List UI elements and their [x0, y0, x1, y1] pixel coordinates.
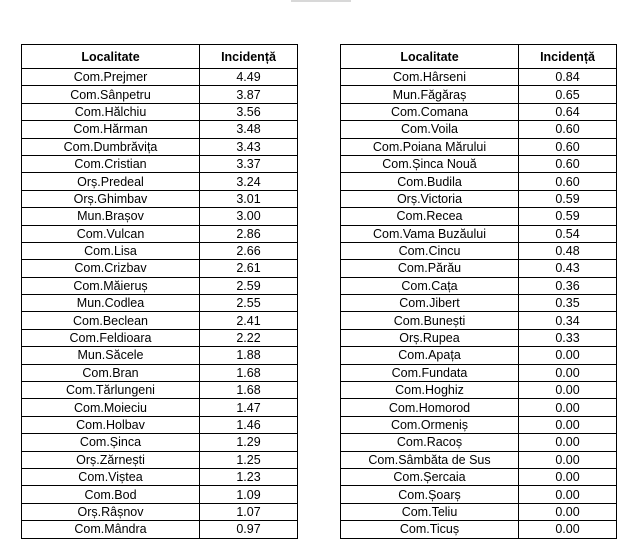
incidence-cell: 2.61 — [200, 260, 298, 277]
locality-cell: Com.Mândra — [22, 521, 200, 538]
incidence-cell: 2.22 — [200, 329, 298, 346]
locality-cell: Com.Cincu — [341, 242, 519, 259]
incidence-cell: 1.47 — [200, 399, 298, 416]
table-row — [22, 486, 298, 503]
locality-cell: Com.Cața — [341, 277, 519, 294]
table-row — [22, 155, 298, 172]
incidence-cell: 3.01 — [200, 190, 298, 207]
incidence-cell: 0.60 — [519, 173, 617, 190]
locality-cell: Com.Fundata — [341, 364, 519, 381]
incidence-cell: 0.00 — [519, 468, 617, 485]
locality-cell: Com.Vulcan — [22, 225, 200, 242]
table-row — [22, 103, 298, 120]
incidence-cell: 0.00 — [519, 521, 617, 538]
table-row — [22, 416, 298, 433]
table-body — [22, 69, 298, 539]
locality-cell: Com.Recea — [341, 208, 519, 225]
locality-cell: Orș.Râșnov — [22, 503, 200, 520]
locality-cell: Com.Șinca — [22, 434, 200, 451]
incidence-cell: 3.87 — [200, 86, 298, 103]
incidence-cell: 0.00 — [519, 399, 617, 416]
locality-cell: Com.Tărlungeni — [22, 382, 200, 399]
locality-cell: Com.Teliu — [341, 503, 519, 520]
column-header-localitate: Localitate — [341, 45, 519, 69]
incidence-cell: 0.65 — [519, 86, 617, 103]
incidence-cell: 2.55 — [200, 295, 298, 312]
incidence-cell: 1.07 — [200, 503, 298, 520]
table-row — [341, 190, 617, 207]
table-row — [341, 242, 617, 259]
table-row — [22, 121, 298, 138]
locality-cell: Com.Jibert — [341, 295, 519, 312]
locality-cell: Com.Bunești — [341, 312, 519, 329]
table-row — [22, 173, 298, 190]
table-row — [22, 260, 298, 277]
table-row — [341, 416, 617, 433]
locality-cell: Com.Sânpetru — [22, 86, 200, 103]
locality-cell: Com.Ormeniș — [341, 416, 519, 433]
locality-cell: Orș.Ghimbav — [22, 190, 200, 207]
incidence-cell: 2.86 — [200, 225, 298, 242]
incidence-table-right — [340, 44, 617, 539]
locality-cell: Com.Măieruș — [22, 277, 200, 294]
locality-cell: Com.Părău — [341, 260, 519, 277]
incidence-cell: 3.56 — [200, 103, 298, 120]
table-row — [22, 329, 298, 346]
locality-cell: Com.Cristian — [22, 155, 200, 172]
locality-cell: Com.Poiana Mărului — [341, 138, 519, 155]
locality-cell: Com.Viștea — [22, 468, 200, 485]
incidence-cell: 3.37 — [200, 155, 298, 172]
table-header-row — [341, 45, 617, 69]
table-row — [22, 225, 298, 242]
table-row — [341, 399, 617, 416]
incidence-cell: 0.00 — [519, 364, 617, 381]
incidence-cell: 0.97 — [200, 521, 298, 538]
locality-cell: Com.Șercaia — [341, 468, 519, 485]
locality-cell: Orș.Victoria — [341, 190, 519, 207]
locality-cell: Com.Ticuș — [341, 521, 519, 538]
table-row — [341, 382, 617, 399]
page-top-edge — [291, 0, 351, 2]
incidence-cell: 0.00 — [519, 486, 617, 503]
incidence-cell: 1.23 — [200, 468, 298, 485]
column-header-incidenta: Incidență — [200, 45, 298, 69]
locality-cell: Orș.Rupea — [341, 329, 519, 346]
table-row — [341, 173, 617, 190]
incidence-cell: 2.59 — [200, 277, 298, 294]
locality-cell: Com.Racoș — [341, 434, 519, 451]
incidence-cell: 1.46 — [200, 416, 298, 433]
incidence-cell: 3.43 — [200, 138, 298, 155]
locality-cell: Com.Crizbav — [22, 260, 200, 277]
incidence-cell: 0.59 — [519, 190, 617, 207]
locality-cell: Mun.Făgăraș — [341, 86, 519, 103]
table-row — [341, 225, 617, 242]
table-row — [22, 295, 298, 312]
incidence-cell: 0.59 — [519, 208, 617, 225]
locality-cell: Orș.Predeal — [22, 173, 200, 190]
table-row — [341, 121, 617, 138]
table-row — [341, 312, 617, 329]
table-row — [22, 242, 298, 259]
locality-cell: Com.Moieciu — [22, 399, 200, 416]
locality-cell: Com.Comana — [341, 103, 519, 120]
table-row — [22, 468, 298, 485]
table-row — [341, 260, 617, 277]
incidence-cell: 0.60 — [519, 138, 617, 155]
locality-cell: Orș.Zărnești — [22, 451, 200, 468]
table-row — [22, 451, 298, 468]
table-row — [341, 295, 617, 312]
table-row — [341, 155, 617, 172]
table-row — [22, 208, 298, 225]
table-row — [22, 364, 298, 381]
locality-cell: Com.Prejmer — [22, 69, 200, 86]
incidence-cell: 3.24 — [200, 173, 298, 190]
locality-cell: Com.Bran — [22, 364, 200, 381]
incidence-cell: 1.29 — [200, 434, 298, 451]
incidence-cell: 2.66 — [200, 242, 298, 259]
table-row — [22, 69, 298, 86]
locality-cell: Com.Voila — [341, 121, 519, 138]
table-row — [22, 521, 298, 538]
table-row — [341, 468, 617, 485]
table-row — [341, 69, 617, 86]
locality-cell: Com.Sâmbăta de Sus — [341, 451, 519, 468]
table-row — [341, 103, 617, 120]
incidence-cell: 0.84 — [519, 69, 617, 86]
incidence-table-left — [21, 44, 298, 539]
table-row — [341, 347, 617, 364]
incidence-cell: 1.88 — [200, 347, 298, 364]
table-row — [341, 329, 617, 346]
locality-cell: Com.Budila — [341, 173, 519, 190]
incidence-cell: 0.60 — [519, 121, 617, 138]
table-row — [341, 277, 617, 294]
locality-cell: Com.Holbav — [22, 416, 200, 433]
locality-cell: Mun.Brașov — [22, 208, 200, 225]
table-row — [341, 486, 617, 503]
column-header-localitate: Localitate — [22, 45, 200, 69]
table-row — [22, 190, 298, 207]
incidence-cell: 4.49 — [200, 69, 298, 86]
incidence-cell: 3.48 — [200, 121, 298, 138]
table-row — [22, 312, 298, 329]
table-row — [22, 277, 298, 294]
incidence-cell: 0.00 — [519, 434, 617, 451]
incidence-cell: 1.68 — [200, 382, 298, 399]
incidence-cell: 0.64 — [519, 103, 617, 120]
locality-cell: Com.Dumbrăvița — [22, 138, 200, 155]
table-row — [22, 382, 298, 399]
locality-cell: Com.Vama Buzăului — [341, 225, 519, 242]
table-row — [341, 503, 617, 520]
incidence-cell: 0.00 — [519, 382, 617, 399]
locality-cell: Com.Hărman — [22, 121, 200, 138]
table-row — [341, 521, 617, 538]
locality-cell: Com.Lisa — [22, 242, 200, 259]
table-row — [341, 138, 617, 155]
incidence-cell: 1.25 — [200, 451, 298, 468]
locality-cell: Com.Feldioara — [22, 329, 200, 346]
incidence-cell: 0.00 — [519, 416, 617, 433]
table-row — [341, 434, 617, 451]
table-row — [22, 399, 298, 416]
table-row — [22, 86, 298, 103]
table-row — [22, 503, 298, 520]
incidence-cell: 3.00 — [200, 208, 298, 225]
locality-cell: Com.Hălchiu — [22, 103, 200, 120]
incidence-cell: 0.60 — [519, 155, 617, 172]
column-header-incidenta: Incidență — [519, 45, 617, 69]
table-row — [341, 208, 617, 225]
table-row — [22, 138, 298, 155]
incidence-cell: 0.00 — [519, 347, 617, 364]
incidence-cell: 0.35 — [519, 295, 617, 312]
locality-cell: Com.Șoarș — [341, 486, 519, 503]
locality-cell: Com.Homorod — [341, 399, 519, 416]
incidence-cell: 1.09 — [200, 486, 298, 503]
incidence-cell: 0.36 — [519, 277, 617, 294]
incidence-cell: 2.41 — [200, 312, 298, 329]
table-row — [22, 347, 298, 364]
table-row — [341, 451, 617, 468]
locality-cell: Com.Bod — [22, 486, 200, 503]
table-row — [22, 434, 298, 451]
locality-cell: Com.Hârseni — [341, 69, 519, 86]
incidence-cell: 0.43 — [519, 260, 617, 277]
incidence-cell: 0.00 — [519, 451, 617, 468]
locality-cell: Com.Șinca Nouă — [341, 155, 519, 172]
locality-cell: Com.Beclean — [22, 312, 200, 329]
locality-cell: Com.Hoghiz — [341, 382, 519, 399]
locality-cell: Mun.Săcele — [22, 347, 200, 364]
incidence-cell: 0.48 — [519, 242, 617, 259]
incidence-cell: 0.34 — [519, 312, 617, 329]
table-row — [341, 86, 617, 103]
incidence-cell: 1.68 — [200, 364, 298, 381]
locality-cell: Com.Apața — [341, 347, 519, 364]
incidence-cell: 0.54 — [519, 225, 617, 242]
table-row — [341, 364, 617, 381]
incidence-cell: 0.00 — [519, 503, 617, 520]
incidence-cell: 0.33 — [519, 329, 617, 346]
table-header-row — [22, 45, 298, 69]
table-body — [341, 69, 617, 539]
locality-cell: Mun.Codlea — [22, 295, 200, 312]
